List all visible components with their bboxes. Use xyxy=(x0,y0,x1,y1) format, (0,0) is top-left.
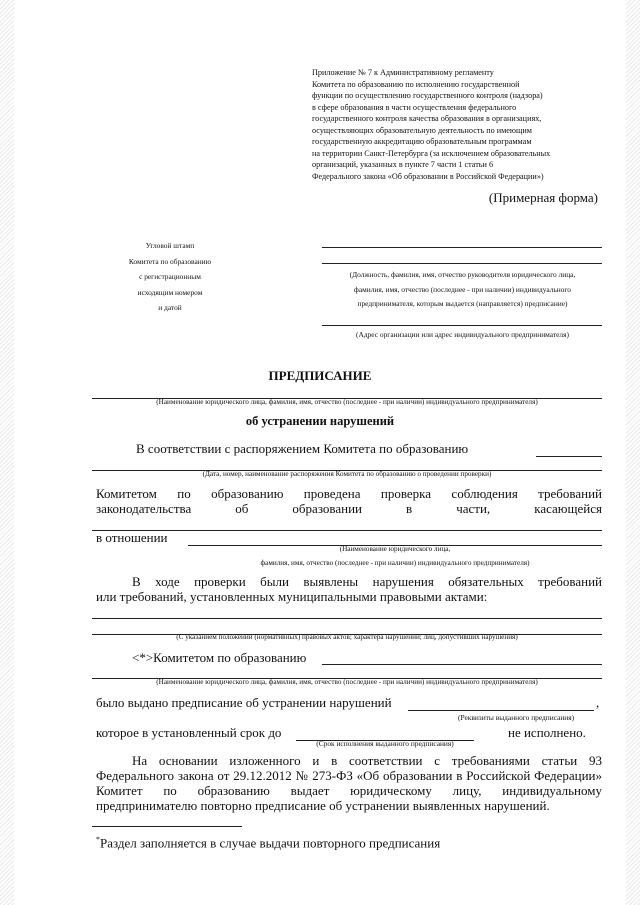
para-order: В соответствии с распоряжением Комитета по образованию xyxy=(136,441,469,456)
committee-blank[interactable] xyxy=(322,664,602,665)
comma: , xyxy=(596,695,600,710)
scan-edge-left xyxy=(0,0,14,905)
document-title: ПРЕДПИСАНИЕ xyxy=(268,368,372,383)
check-subject-line[interactable] xyxy=(92,530,602,531)
issued-text: было выдано предписание об устранении нарушений xyxy=(96,695,392,710)
caption-line: (Должность, фамилия, имя, отчество руководителя юридического лица, xyxy=(349,270,576,279)
footnote-mark: * xyxy=(96,835,100,844)
appendix-line: Приложение № 7 к Административному регламенту xyxy=(312,68,494,77)
recipient-caption xyxy=(320,268,605,312)
in-relation-label: в отношении xyxy=(96,530,168,545)
entity-caption-2: (Наименование юридического лица, фамилия, имя, отчество (последнее - при наличии) индивидуального предпринимателя) xyxy=(156,678,538,686)
requisites-line[interactable] xyxy=(408,710,594,711)
committee-line xyxy=(132,650,306,665)
stamp-line: Угловой штамп xyxy=(145,241,195,250)
not-fulfilled-text: не исполнено. xyxy=(508,725,586,740)
para-check-line2: законодательства об образовании в части, касающейся xyxy=(96,501,602,516)
appendix-line: функции по осуществлению государственного контроля (надзора) xyxy=(312,91,543,100)
stamp-line: с регистрационным xyxy=(139,272,201,281)
stamp-line: и датой xyxy=(158,303,182,312)
deadline-text: которое в установленный срок до xyxy=(96,725,282,740)
para-final-line1: На основании изложенного и в соответствии с требованиями статьи 93 xyxy=(132,753,602,768)
entity-caption: (Наименование юридического лица, фамилия, имя, отчество (последнее - при наличии) индивидуального предпринимателя) xyxy=(156,398,538,406)
order-caption: (Дата, номер, наименование распоряжения Комитета по образованию о проведении проверки) xyxy=(202,470,492,478)
appendix-line: государственного контроля качества образования в организациях, xyxy=(312,114,542,123)
appendix-line: в сфере образования в части осуществления федерального xyxy=(312,102,517,112)
address-caption: (Адрес организации или адрес индивидуального предпринимателя) xyxy=(356,330,569,339)
appendix-line: государственную аккредитацию образовательным программам xyxy=(312,137,532,146)
sample-form-label: (Примерная форма) xyxy=(488,190,598,205)
footnote xyxy=(96,832,440,850)
para-violations-line2: или требований, установленных муниципальными правовыми актами: xyxy=(96,589,488,604)
stamp-line: исходящим номером xyxy=(137,287,203,297)
footnote-marker: <*> xyxy=(132,650,154,665)
scan-edge-right xyxy=(626,0,640,905)
appendix-line: осуществляющих образовательную деятельность по имеющим xyxy=(312,125,532,135)
appendix-line: на территории Санкт-Петербурга (за исключением образовательных xyxy=(312,148,551,158)
deadline-caption: (Срок исполнения выданного предписания) xyxy=(316,739,454,748)
caption-line: предпринимателя, которым выдается (направляется) предписание) xyxy=(357,299,568,308)
requisites-caption: (Реквизиты выданного предписания) xyxy=(458,713,575,722)
para-final-line4: предпринимателю повторно предписание об устранении выявленных нарушений. xyxy=(96,798,550,813)
appendix-line: Комитета по образованию по исполнению государственной xyxy=(312,79,520,89)
stamp-line: Комитета по образованию xyxy=(128,256,212,266)
para-check-line1: Комитетом по образованию проведена проверка соблюдения требований xyxy=(96,486,602,501)
relation-caption1: (Наименование юридического лица, xyxy=(339,545,451,553)
recipient-line[interactable] xyxy=(322,263,602,264)
footnote-text: Раздел заполняется в случае выдачи повторного предписания xyxy=(100,835,441,851)
relation-caption2: фамилия, имя, отчество (последнее - при наличии) индивидуального предпринимателя) xyxy=(260,559,530,567)
appendix-line: Федерального закона «Об образовании в Российской Федерации») xyxy=(312,171,544,181)
para-final-line2: Федерального закона от 29.12.2012 № 273-ФЗ «Об образовании в Российской Федерации» xyxy=(96,768,602,783)
address-line[interactable] xyxy=(322,325,602,326)
violations-line[interactable] xyxy=(92,618,602,619)
violations-caption: (С указанием положений (нормативных) правовых актов; характера нарушений; лиц, допустивших нарушения) xyxy=(176,633,518,641)
corner-stamp xyxy=(110,238,230,316)
caption-line: фамилия, имя, отчество (последнее - при наличии) индивидуального xyxy=(354,284,571,294)
appendix-line: организаций, указанных в пункте 7 части 1 статьи 6 xyxy=(312,160,494,169)
para-violations-line1: В ходе проверки были выявлены нарушения обязательных требований xyxy=(132,574,602,589)
recipient-line[interactable] xyxy=(322,247,602,248)
footnote-divider xyxy=(92,826,242,827)
document-subtitle: об устранении нарушений xyxy=(245,414,395,428)
order-line-end[interactable] xyxy=(536,456,602,457)
committee-text: Комитетом по образованию xyxy=(153,650,307,665)
appendix-block xyxy=(312,67,602,182)
para-final-line3: Комитет по образованию выдает юридическому лицу, индивидуальному xyxy=(96,783,602,798)
